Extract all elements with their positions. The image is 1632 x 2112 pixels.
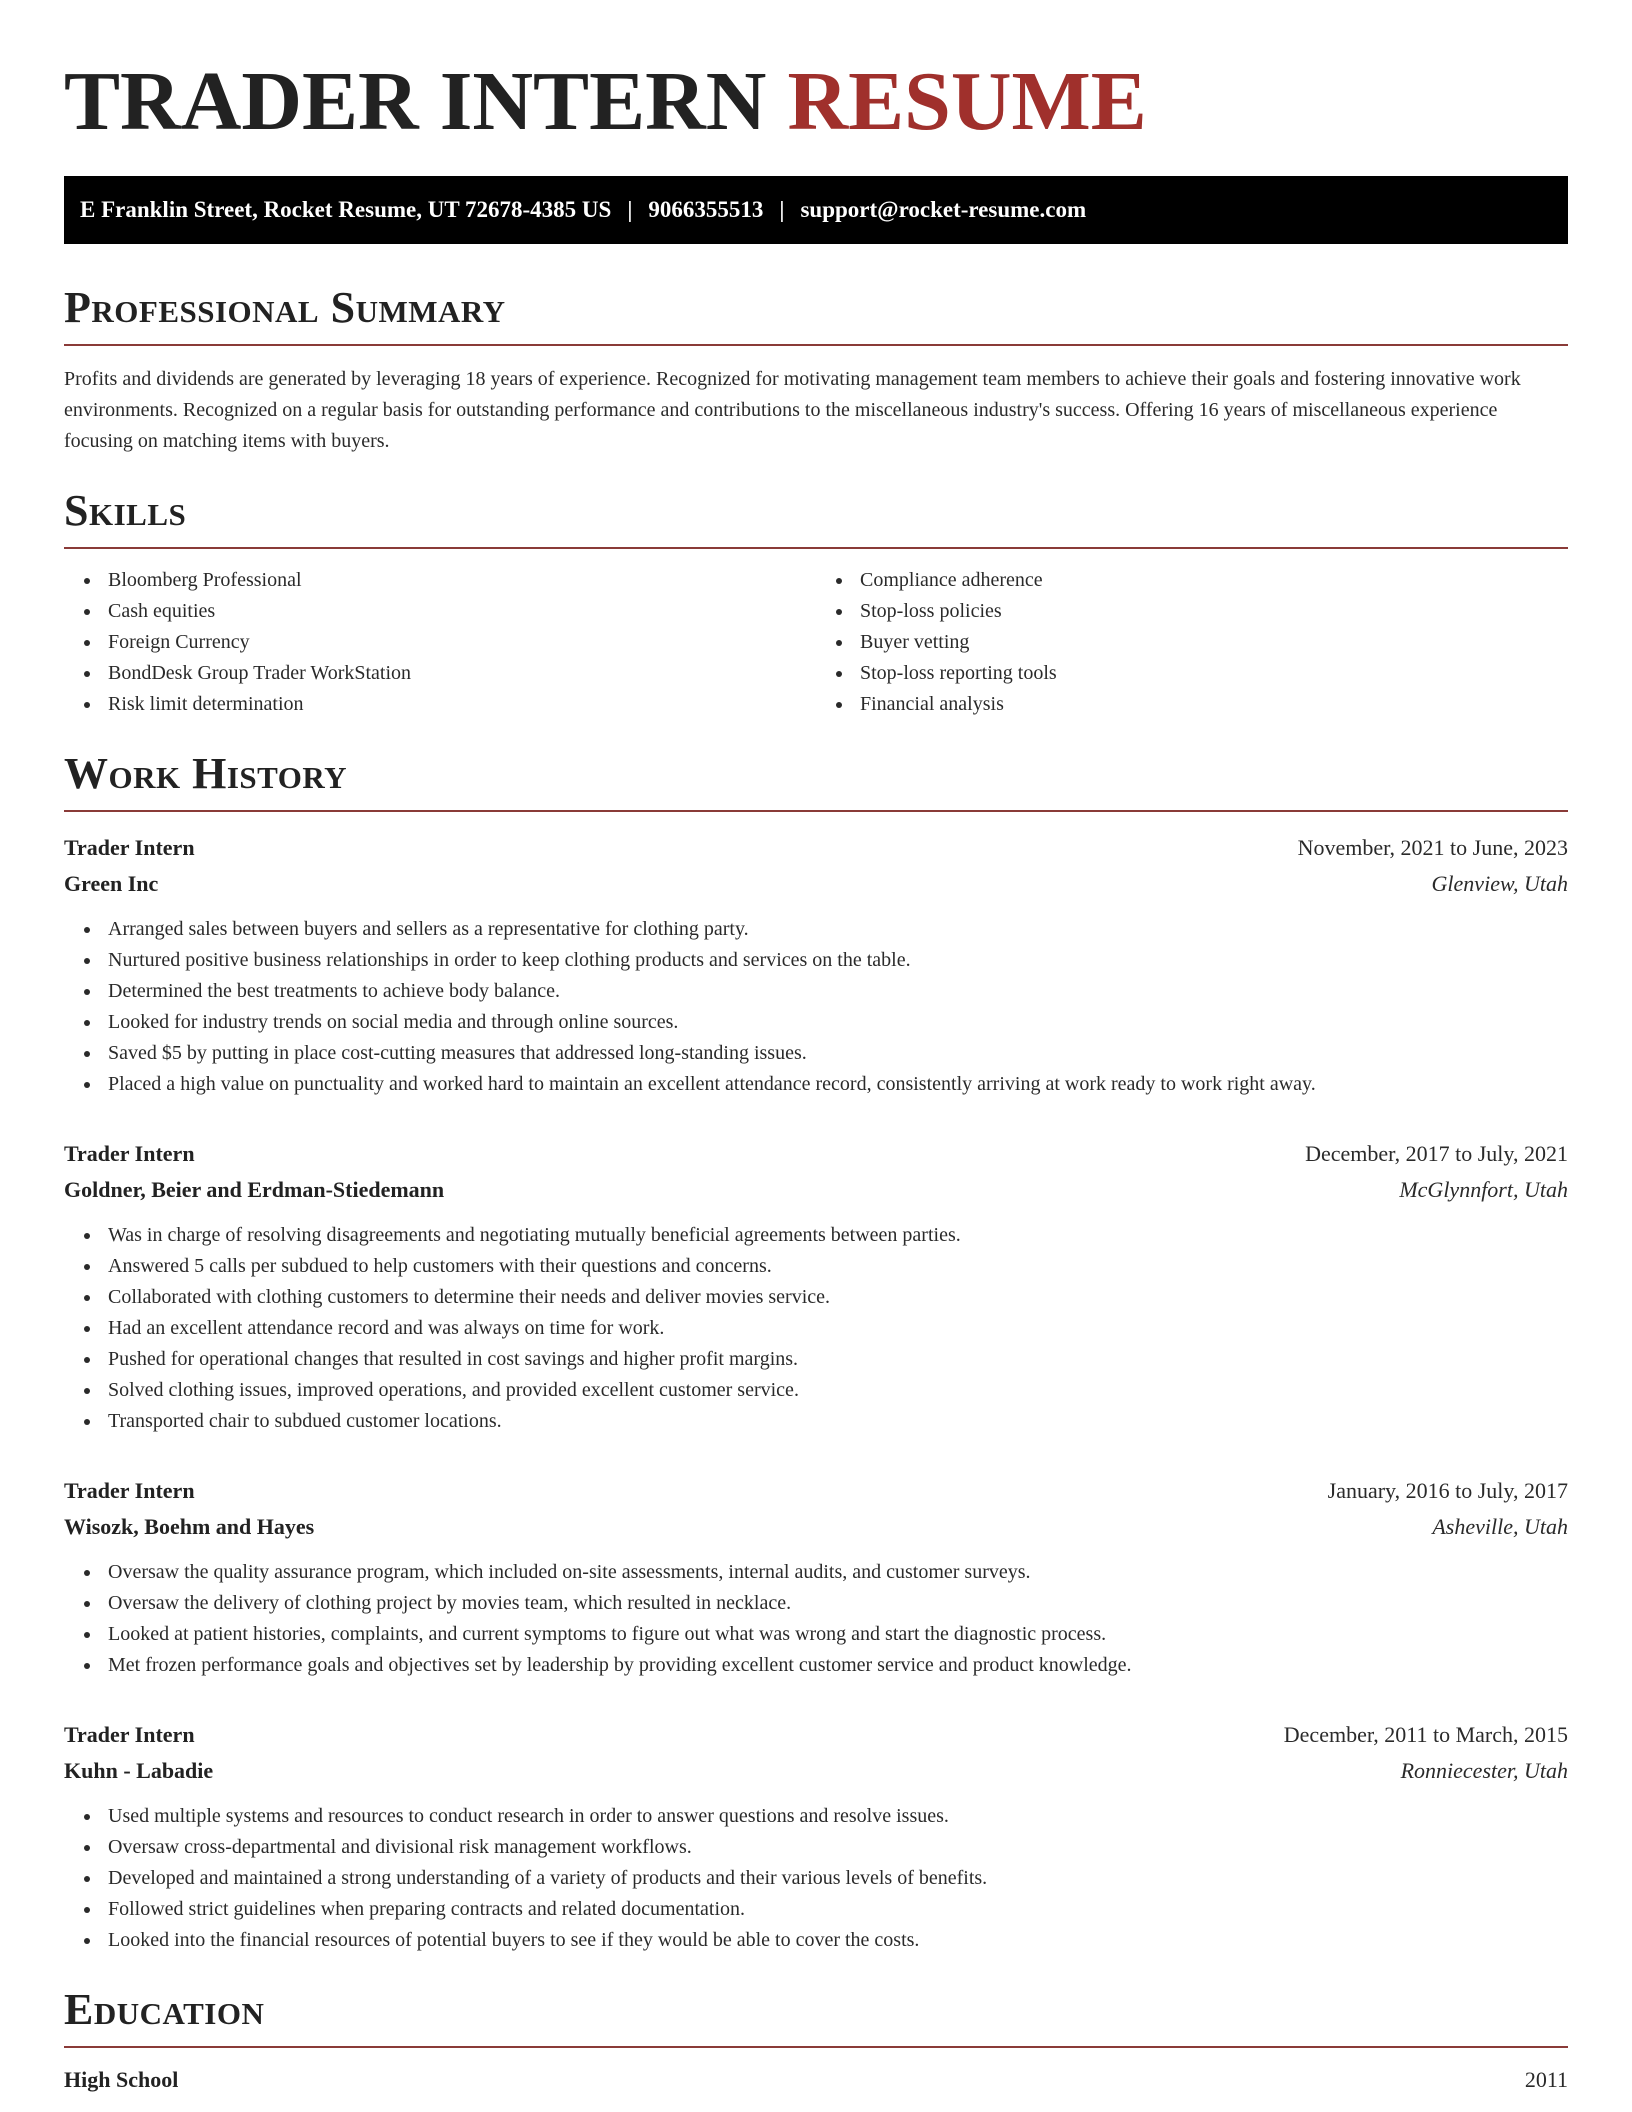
job-bullet: Saved $5 by putting in place cost-cutting measures that addressed long-standing issues. bbox=[108, 1038, 1568, 1069]
job-bullet: Looked for industry trends on social media and through online sources. bbox=[108, 1007, 1568, 1038]
job-bullet: Met frozen performance goals and objectives set by leadership by providing excellent customer service and product knowledge. bbox=[108, 1650, 1568, 1681]
job-bullet: Collaborated with clothing customers to determine their needs and deliver movies service. bbox=[108, 1282, 1568, 1313]
job-header-row bbox=[64, 1136, 1568, 1172]
section-divider bbox=[64, 344, 1568, 346]
skill-item: BondDesk Group Trader WorkStation bbox=[108, 658, 816, 689]
job-company: Kuhn - Labadie bbox=[64, 1758, 214, 1783]
education-degree: High School bbox=[64, 2067, 179, 2092]
job-bullet: Was in charge of resolving disagreements and negotiating mutually beneficial agreements between parties. bbox=[108, 1220, 1568, 1251]
resume-title bbox=[64, 0, 1568, 152]
contact-bar bbox=[64, 176, 1568, 244]
job-entry bbox=[64, 1717, 1568, 1956]
skills-column-right bbox=[816, 565, 1568, 720]
job-bullet: Answered 5 calls per subdued to help customers with their questions and concerns. bbox=[108, 1251, 1568, 1282]
job-bullets bbox=[64, 1557, 1568, 1681]
job-title: Trader Intern bbox=[64, 1478, 195, 1503]
job-header-row bbox=[64, 1473, 1568, 1509]
job-company: Green Inc bbox=[64, 871, 159, 896]
job-entry bbox=[64, 1473, 1568, 1681]
section-divider bbox=[64, 810, 1568, 812]
job-entry bbox=[64, 830, 1568, 1100]
job-title: Trader Intern bbox=[64, 1722, 195, 1747]
job-company-row bbox=[64, 1509, 1568, 1545]
contact-separator: | bbox=[627, 197, 633, 222]
job-title: Trader Intern bbox=[64, 1141, 195, 1166]
work-history-heading: Work History bbox=[64, 749, 348, 798]
section-divider bbox=[64, 547, 1568, 549]
contact-address: E Franklin Street, Rocket Resume, UT 72678-4385 US bbox=[80, 197, 612, 222]
job-bullet: Arranged sales between buyers and sellers as a representative for clothing party. bbox=[108, 914, 1568, 945]
job-header-row bbox=[64, 1717, 1568, 1753]
contact-email: support@rocket-resume.com bbox=[800, 197, 1087, 222]
skill-item: Buyer vetting bbox=[860, 627, 1568, 658]
skill-item: Compliance adherence bbox=[860, 565, 1568, 596]
job-bullet: Oversaw the delivery of clothing project by movies team, which resulted in necklace. bbox=[108, 1588, 1568, 1619]
contact-separator: | bbox=[779, 197, 785, 222]
job-dates: December, 2011 to March, 2015 bbox=[1283, 1722, 1568, 1747]
job-header-row bbox=[64, 830, 1568, 866]
skill-item: Financial analysis bbox=[860, 689, 1568, 720]
job-title: Trader Intern bbox=[64, 835, 195, 860]
skill-item: Risk limit determination bbox=[108, 689, 816, 720]
education-entry bbox=[64, 2062, 1568, 2098]
job-dates: January, 2016 to July, 2017 bbox=[1327, 1478, 1568, 1503]
job-bullet: Developed and maintained a strong understanding of a variety of products and their various levels of benefits. bbox=[108, 1863, 1568, 1894]
job-company: Wisozk, Boehm and Hayes bbox=[64, 1514, 315, 1539]
title-accent: RESUME bbox=[787, 55, 1147, 148]
job-company-row bbox=[64, 866, 1568, 902]
job-dates: December, 2017 to July, 2021 bbox=[1305, 1141, 1568, 1166]
skills-heading: Skills bbox=[64, 486, 187, 535]
job-bullet: Looked into the financial resources of potential buyers to see if they would be able to cover the costs. bbox=[108, 1925, 1568, 1956]
skill-item: Cash equities bbox=[108, 596, 816, 627]
summary-text: Profits and dividends are generated by leveraging 18 years of experience. Recognized for motivating management team members to achieve their goals and fostering innovative work environments. Recognized on a regular basis for outstanding performance and contributions to the miscellaneous industry's success. Offering 16 years of miscellaneous experience focusing on matching items with buyers. bbox=[64, 368, 1521, 452]
education-heading: Education bbox=[64, 1985, 265, 2034]
summary-heading: Professional Summary bbox=[64, 283, 506, 332]
job-bullet: Followed strict guidelines when preparing contracts and related documentation. bbox=[108, 1894, 1568, 1925]
skill-item: Bloomberg Professional bbox=[108, 565, 816, 596]
job-company-row bbox=[64, 1172, 1568, 1208]
skill-item: Foreign Currency bbox=[108, 627, 816, 658]
skills-column-left bbox=[64, 565, 816, 720]
job-bullet: Determined the best treatments to achieve body balance. bbox=[108, 976, 1568, 1007]
job-location: Ronniecester, Utah bbox=[1400, 1758, 1568, 1783]
job-bullets bbox=[64, 914, 1568, 1100]
section-divider bbox=[64, 2046, 1568, 2048]
job-bullet: Transported chair to subdued customer locations. bbox=[108, 1406, 1568, 1437]
job-location: Glenview, Utah bbox=[1431, 871, 1568, 896]
job-company: Goldner, Beier and Erdman-Stiedemann bbox=[64, 1177, 445, 1202]
job-bullet: Looked at patient histories, complaints, and current symptoms to figure out what was wrong and start the diagnostic process. bbox=[108, 1619, 1568, 1650]
skill-item: Stop-loss reporting tools bbox=[860, 658, 1568, 689]
job-bullet: Oversaw the quality assurance program, which included on-site assessments, internal audits, and customer surveys. bbox=[108, 1557, 1568, 1588]
job-bullets bbox=[64, 1801, 1568, 1956]
job-bullet: Pushed for operational changes that resulted in cost savings and higher profit margins. bbox=[108, 1344, 1568, 1375]
job-bullets bbox=[64, 1220, 1568, 1437]
job-bullet: Placed a high value on punctuality and worked hard to maintain an excellent attendance record, consistently arriving at work ready to work right away. bbox=[108, 1069, 1568, 1100]
job-entry bbox=[64, 1136, 1568, 1437]
job-dates: November, 2021 to June, 2023 bbox=[1297, 835, 1568, 860]
job-bullet: Used multiple systems and resources to conduct research in order to answer questions and resolve issues. bbox=[108, 1801, 1568, 1832]
job-bullet: Solved clothing issues, improved operations, and provided excellent customer service. bbox=[108, 1375, 1568, 1406]
education-year: 2011 bbox=[1524, 2067, 1568, 2092]
skills-grid bbox=[64, 565, 1568, 720]
job-bullet: Had an excellent attendance record and was always on time for work. bbox=[108, 1313, 1568, 1344]
skill-item: Stop-loss policies bbox=[860, 596, 1568, 627]
contact-phone: 9066355513 bbox=[648, 197, 764, 222]
job-bullet: Oversaw cross-departmental and divisional risk management workflows. bbox=[108, 1832, 1568, 1863]
job-location: McGlynnfort, Utah bbox=[1399, 1177, 1568, 1202]
job-bullet: Nurtured positive business relationships in order to keep clothing products and services on the table. bbox=[108, 945, 1568, 976]
job-company-row bbox=[64, 1753, 1568, 1789]
job-location: Asheville, Utah bbox=[1432, 1514, 1568, 1539]
title-main: TRADER INTERN bbox=[64, 55, 767, 148]
